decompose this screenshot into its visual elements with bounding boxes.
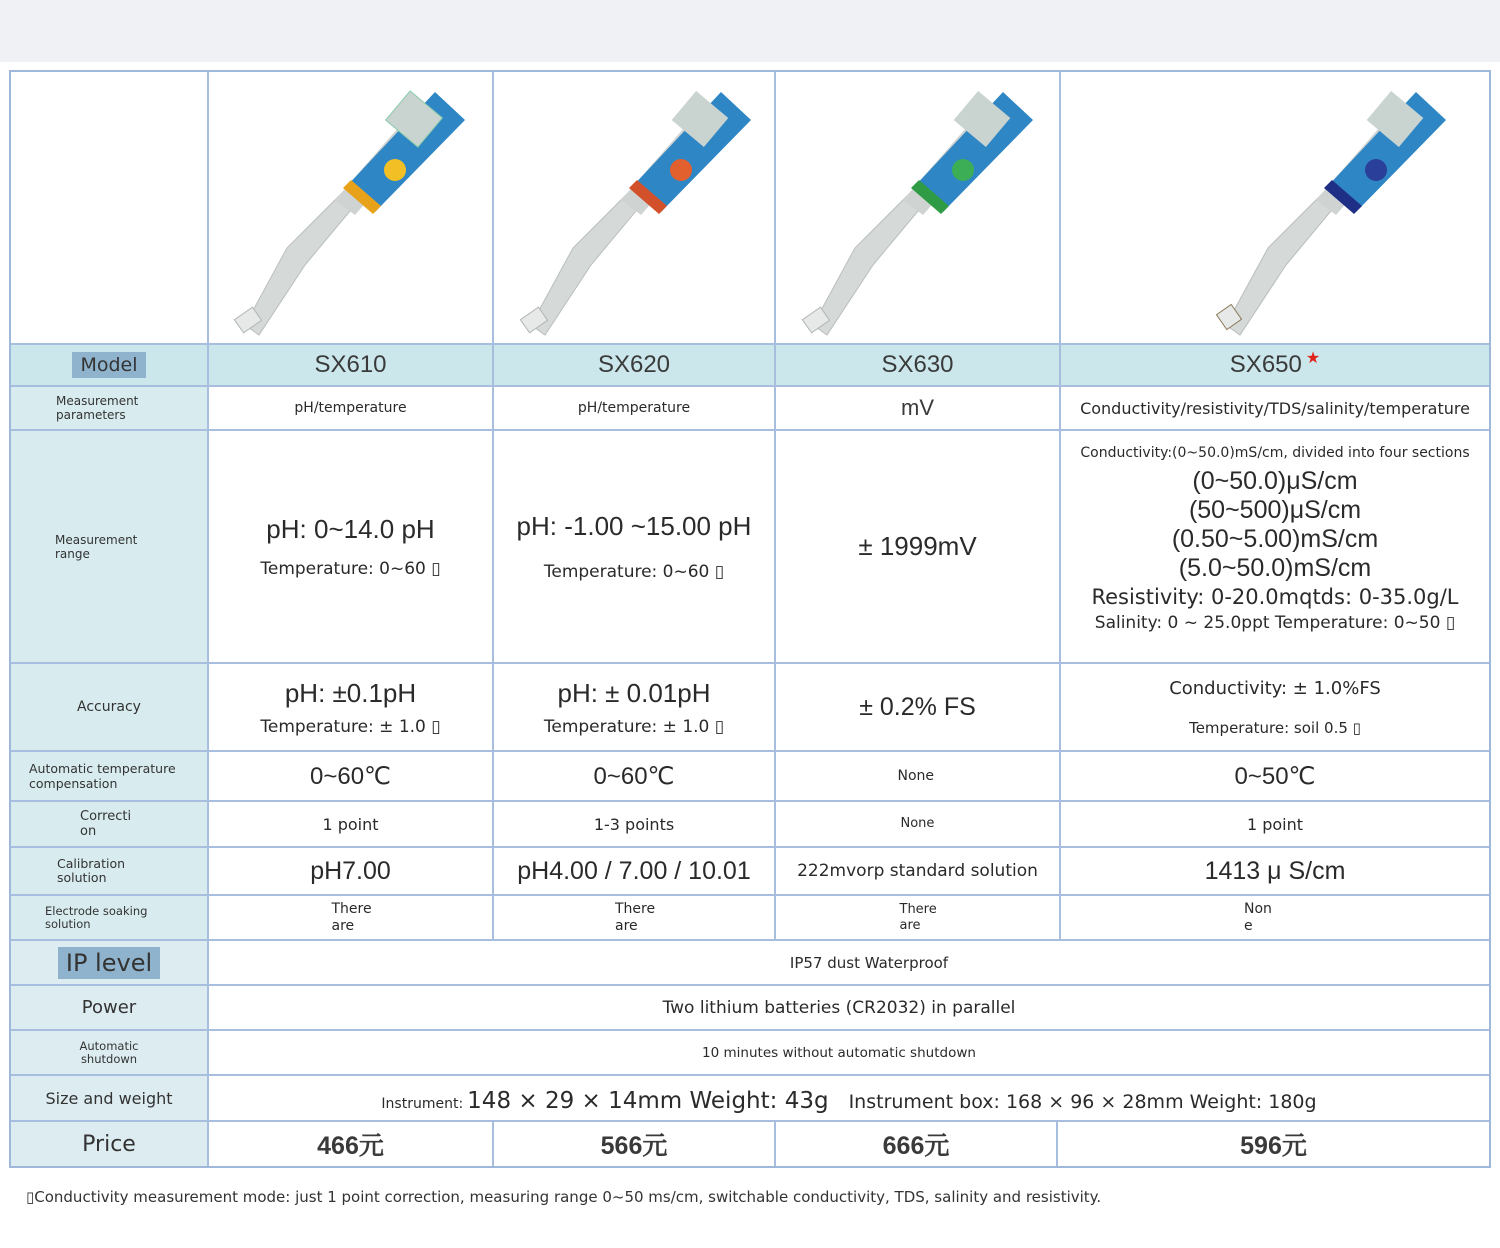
accuracy-main: pH: ±0.1pH: [284, 677, 417, 708]
pen-meter-image-sx610: [225, 80, 485, 342]
label-ip-level: IP level: [11, 941, 207, 984]
correction-sx610: 1 point: [322, 814, 379, 834]
label-calibration-solution: Calibration solution: [57, 856, 126, 885]
model-sx620: SX620: [597, 351, 671, 378]
model-sx650: SX650 ★: [1229, 350, 1321, 378]
label-accuracy: Accuracy: [77, 699, 141, 715]
params-sx630: mV: [901, 395, 934, 420]
params-sx650: Conductivity/resistivity/TDS/salinity/temperature: [1080, 398, 1470, 418]
range-section: (0~50.0)μS/cm: [1192, 467, 1358, 495]
top-band: [0, 0, 1500, 62]
star-icon: ★: [1305, 350, 1321, 367]
footnote: ▯Conductivity measurement mode: just 1 point correction, measuring range 0~50 ms/cm, switchable conductivity, TDS, salinity and resistivity.: [26, 1188, 1102, 1206]
price-sx630: 666元: [882, 1132, 950, 1160]
accuracy-temp: Temperature: ± 1.0 ▯: [260, 716, 441, 737]
label-correction: Correction: [80, 809, 132, 839]
params-sx620: pH/temperature: [577, 400, 691, 416]
price-sx610: 466元: [317, 1132, 384, 1160]
comparison-table: [9, 70, 1491, 1168]
calibration-sx650: 1413 μ S/cm: [1204, 856, 1346, 885]
range-sx630: ± 1999mV: [858, 531, 977, 561]
correction-sx620: 1-3 points: [593, 814, 675, 834]
calibration-sx610: pH7.00: [310, 856, 391, 885]
size-weight-value: Instrument: 148 × 29 × 14mm Weight: 43g Instrument box: 168 × 96 × 28mm Weight: 180g: [381, 1088, 1317, 1114]
range-section: (50~500)μS/cm: [1188, 496, 1362, 524]
range-sx650: [1061, 431, 1489, 662]
model-sx630: SX630: [881, 351, 954, 378]
accuracy-main: pH: ± 0.01pH: [557, 677, 711, 708]
button-icon: [670, 159, 692, 181]
label-model: Model: [11, 345, 207, 385]
range-sx620: [494, 431, 774, 662]
accuracy-temp: Temperature: ± 1.0 ▯: [543, 716, 725, 737]
pen-meter-image-sx630: [793, 80, 1053, 342]
atc-sx650: 0~50℃: [1234, 762, 1316, 790]
label-power: Power: [81, 997, 137, 1018]
atc-sx630: None: [897, 767, 935, 784]
button-icon: [952, 159, 974, 181]
price-sx620: 566元: [600, 1132, 668, 1160]
soaking-sx630: There are: [899, 901, 937, 933]
range-intro: Conductivity:(0~50.0)mS/cm, divided into four sections: [1080, 445, 1470, 461]
label-measurement-parameters: Measurement parameters: [56, 394, 139, 422]
ip-level-value: IP57 dust Waterproof: [789, 953, 949, 972]
calibration-sx630: 222mvorp standard solution: [797, 861, 1038, 881]
calibration-sx620: pH4.00 / 7.00 / 10.01: [517, 856, 751, 885]
label-size-weight: Size and weight: [45, 1088, 173, 1108]
accuracy-sx630: ± 0.2% FS: [859, 692, 976, 721]
label-auto-shutdown: Automatic shutdown: [79, 1038, 139, 1066]
accuracy-sx610: [209, 664, 492, 750]
soaking-sx610: There are: [209, 896, 492, 939]
correction-sx650: 1 point: [1246, 814, 1304, 834]
accuracy-temp: Temperature: soil 0.5 ▯: [1189, 718, 1361, 737]
label-auto-temp-comp: Automatic temperature compensation: [29, 761, 176, 791]
range-temp: Temperature: 0~60 ▯: [543, 562, 725, 582]
accuracy-main: Conductivity: ± 1.0%FS: [1169, 677, 1381, 699]
range-section: (0.50~5.00)mS/cm: [1171, 525, 1379, 553]
range-section: (5.0~50.0)mS/cm: [1178, 554, 1372, 582]
atc-sx620: 0~60℃: [593, 762, 675, 790]
soaking-sx620: There are: [615, 900, 656, 934]
range-main: pH: 0~14.0 pH: [266, 514, 435, 544]
correction-sx630: None: [900, 816, 935, 831]
pen-meter-image-sx620: [511, 80, 771, 342]
range-sx610: [209, 431, 492, 662]
button-icon: [1365, 159, 1387, 181]
power-value: Two lithium batteries (CR2032) in parallel: [662, 997, 1016, 1018]
label-measurement-range: Measurement range: [55, 532, 138, 561]
soaking-sx650: None: [1244, 900, 1272, 934]
accuracy-sx650: [1061, 664, 1489, 750]
range-resistivity: Resistivity: 0-20.0mqtds: 0-35.0g/L: [1091, 585, 1459, 609]
model-sx610: SX610: [314, 351, 387, 378]
label-electrode-soaking: Electrode soaking solution: [45, 903, 148, 931]
pen-meter-image-sx650: [1206, 80, 1466, 342]
atc-sx610: 0~60℃: [309, 762, 391, 790]
label-price: Price: [82, 1131, 136, 1157]
range-main: pH: -1.00 ~15.00 pH: [516, 511, 752, 541]
range-temp: Temperature: 0~60 ▯: [260, 559, 441, 579]
price-sx650: 596元: [1240, 1132, 1307, 1160]
accuracy-sx620: [494, 664, 774, 750]
params-sx610: pH/temperature: [294, 400, 407, 416]
button-icon: [384, 159, 406, 181]
shutdown-value: 10 minutes without automatic shutdown: [702, 1044, 976, 1061]
range-salinity: Salinity: 0 ~ 25.0ppt Temperature: 0~50 ▯: [1094, 613, 1456, 633]
